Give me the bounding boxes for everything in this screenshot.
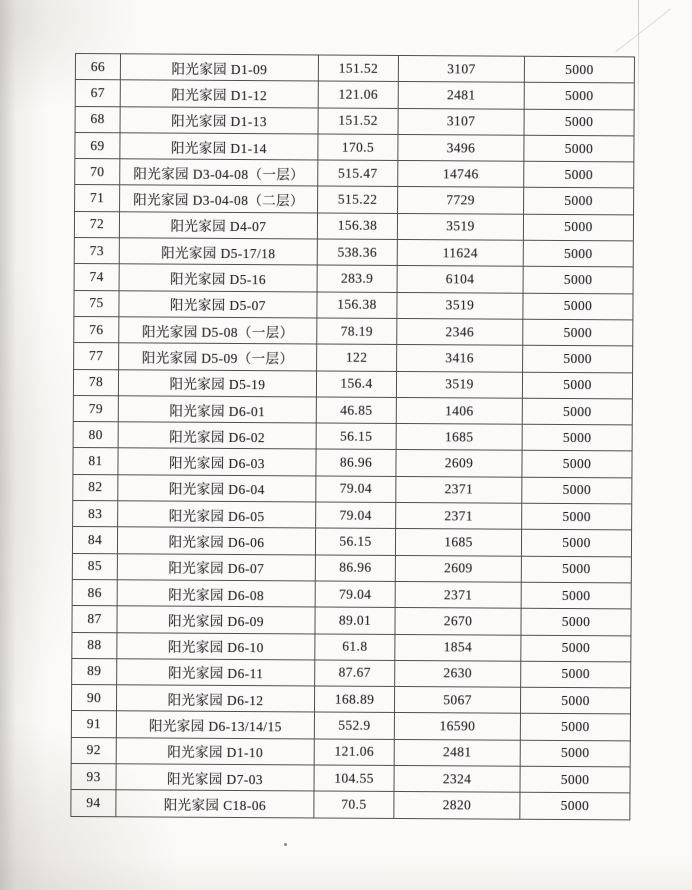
table-row <box>71 685 630 715</box>
cell-seq: 74 <box>74 264 119 291</box>
scan-speck <box>284 843 287 846</box>
cell-amount: 2609 <box>395 555 521 582</box>
cell-amount: 3416 <box>397 345 523 372</box>
cell-amount: 3519 <box>397 213 523 240</box>
cell-seq: 86 <box>72 579 117 606</box>
cell-seq: 84 <box>72 527 117 554</box>
cell-amount: 2481 <box>398 82 524 109</box>
cell-price: 5000 <box>522 451 632 478</box>
cell-price: 5000 <box>521 608 631 635</box>
cell-seq: 68 <box>75 106 120 133</box>
cell-area: 122 <box>317 344 397 371</box>
cell-area: 283.9 <box>317 265 397 292</box>
table-row <box>71 764 630 794</box>
cell-name: 阳光家园 D6-06 <box>117 527 315 555</box>
cell-name: 阳光家园 D5-17/18 <box>119 238 317 266</box>
cell-price: 5000 <box>522 424 632 451</box>
cell-amount: 2371 <box>396 476 522 503</box>
cell-area: 79.04 <box>316 502 396 529</box>
cell-price: 5000 <box>520 714 630 741</box>
table-row <box>74 238 633 268</box>
cell-amount: 14746 <box>398 161 524 188</box>
cell-price: 5000 <box>520 687 630 714</box>
cell-amount: 2609 <box>396 450 522 477</box>
cell-amount: 1406 <box>396 397 522 424</box>
cell-amount: 11624 <box>397 240 523 267</box>
cell-name: 阳光家园 D5-08（一层） <box>119 317 317 345</box>
cell-seq: 91 <box>71 711 116 738</box>
cell-name: 阳光家园 D3-04-08（一层） <box>120 159 318 187</box>
scan-crease-line <box>638 0 639 160</box>
cell-amount: 2630 <box>395 660 521 687</box>
cell-area: 515.47 <box>318 160 398 187</box>
table-body <box>71 54 635 820</box>
cell-name: 阳光家园 D4-07 <box>119 212 317 240</box>
cell-amount: 7729 <box>398 187 524 214</box>
table-row <box>72 579 631 609</box>
table-row <box>74 316 633 346</box>
cell-name: 阳光家园 D6-11 <box>117 659 315 687</box>
cell-seq: 90 <box>71 685 116 712</box>
cell-name: 阳光家园 D5-16 <box>119 264 317 292</box>
cell-seq: 67 <box>75 80 120 107</box>
cell-price: 5000 <box>523 346 633 373</box>
cell-name: 阳光家园 D6-05 <box>118 501 316 529</box>
cell-name: 阳光家园 D6-04 <box>118 475 316 503</box>
table-row <box>74 343 633 373</box>
cell-amount: 2371 <box>396 503 522 530</box>
cell-price: 5000 <box>523 267 633 294</box>
cell-amount: 2371 <box>395 581 521 608</box>
table-row <box>71 737 630 767</box>
table-row <box>72 632 631 662</box>
cell-seq: 76 <box>74 316 119 343</box>
cell-amount: 1854 <box>395 634 521 661</box>
cell-seq: 88 <box>72 632 117 659</box>
cell-seq: 92 <box>71 737 116 764</box>
cell-price: 5000 <box>522 372 632 399</box>
table-row <box>71 711 630 741</box>
cell-area: 151.52 <box>318 55 398 82</box>
cell-amount: 1685 <box>396 424 522 451</box>
cell-amount: 3496 <box>398 134 524 161</box>
cell-price: 5000 <box>522 503 632 530</box>
cell-seq: 69 <box>75 132 120 159</box>
cell-area: 151.52 <box>318 108 398 135</box>
cell-price: 5000 <box>521 582 631 609</box>
cell-name: 阳光家园 D6-03 <box>118 448 316 476</box>
cell-name: 阳光家园 D6-09 <box>117 606 315 634</box>
cell-name: 阳光家园 D3-04-08（二层） <box>120 185 318 213</box>
cell-price: 5000 <box>522 398 632 425</box>
cell-amount: 5067 <box>394 687 520 714</box>
cell-price: 5000 <box>520 793 630 820</box>
cell-amount: 3519 <box>396 371 522 398</box>
cell-seq: 87 <box>72 606 117 633</box>
cell-area: 89.01 <box>315 607 395 634</box>
table-row <box>74 211 633 241</box>
cell-area: 121.06 <box>314 739 394 766</box>
table-row <box>73 448 632 478</box>
table-row <box>74 264 633 294</box>
cell-area: 552.9 <box>314 712 394 739</box>
table-row <box>74 290 633 320</box>
cell-area: 170.5 <box>318 134 398 161</box>
cell-area: 86.96 <box>315 555 395 582</box>
cell-price: 5000 <box>521 635 631 662</box>
cell-seq: 94 <box>71 790 116 817</box>
table-row <box>75 185 634 215</box>
cell-amount: 3107 <box>398 55 524 82</box>
table-row <box>72 553 631 583</box>
table-row <box>73 395 632 425</box>
cell-name: 阳光家园 D5-19 <box>118 369 316 397</box>
table-row <box>73 474 632 504</box>
cell-seq: 66 <box>75 54 120 81</box>
cell-price: 5000 <box>523 240 633 267</box>
cell-area: 156.38 <box>317 292 397 319</box>
cell-price: 5000 <box>524 135 634 162</box>
table-row <box>75 106 634 136</box>
table-row <box>72 606 631 636</box>
scan-corner-crease <box>615 9 671 53</box>
cell-area: 156.38 <box>317 213 397 240</box>
cell-name: 阳光家园 D6-08 <box>117 580 315 608</box>
cell-seq: 93 <box>71 764 116 791</box>
cell-seq: 78 <box>73 369 118 396</box>
table-row <box>75 159 634 189</box>
cell-name: 阳光家园 D7-03 <box>116 764 314 792</box>
cell-amount: 3519 <box>397 292 523 319</box>
cell-area: 156.4 <box>316 371 396 398</box>
table-row <box>73 369 632 399</box>
cell-area: 538.36 <box>317 239 397 266</box>
cell-name: 阳光家园 D6-02 <box>118 422 316 450</box>
cell-area: 87.67 <box>315 660 395 687</box>
cell-price: 5000 <box>521 661 631 688</box>
cell-name: 阳光家园 D5-07 <box>119 290 317 318</box>
cell-area: 79.04 <box>316 476 396 503</box>
cell-name: 阳光家园 D1-12 <box>120 80 318 108</box>
cell-name: 阳光家园 D1-10 <box>116 737 314 765</box>
cell-price: 5000 <box>520 766 630 793</box>
cell-seq: 73 <box>74 238 119 265</box>
fee-table <box>70 53 635 820</box>
cell-name: 阳光家园 D6-07 <box>117 553 315 581</box>
cell-seq: 71 <box>75 185 120 212</box>
cell-area: 78.19 <box>317 318 397 345</box>
cell-seq: 79 <box>73 395 118 422</box>
cell-name: 阳光家园 D6-13/14/15 <box>116 711 314 739</box>
cell-price: 5000 <box>524 188 634 215</box>
cell-area: 515.22 <box>318 186 398 213</box>
cell-price: 5000 <box>521 530 631 557</box>
cell-name: 阳光家园 D5-09（一层） <box>119 343 317 371</box>
cell-name: 阳光家园 D6-12 <box>116 685 314 713</box>
cell-area: 121.06 <box>318 81 398 108</box>
cell-amount: 2481 <box>394 739 520 766</box>
cell-price: 5000 <box>524 56 634 83</box>
cell-seq: 80 <box>73 422 118 449</box>
cell-area: 56.15 <box>315 528 395 555</box>
cell-seq: 83 <box>73 501 118 528</box>
cell-price: 5000 <box>522 477 632 504</box>
cell-price: 5000 <box>523 214 633 241</box>
table-row <box>75 80 634 110</box>
table-row <box>71 790 630 820</box>
cell-seq: 85 <box>72 553 117 580</box>
cell-name: 阳光家园 D1-13 <box>120 106 318 134</box>
cell-name: 阳光家园 D6-01 <box>118 396 316 424</box>
cell-seq: 89 <box>72 658 117 685</box>
cell-name: 阳光家园 C18-06 <box>116 790 314 818</box>
cell-price: 5000 <box>520 740 630 767</box>
cell-amount: 16590 <box>394 713 520 740</box>
cell-area: 70.5 <box>314 791 394 818</box>
cell-price: 5000 <box>523 293 633 320</box>
cell-amount: 2346 <box>397 318 523 345</box>
cell-price: 5000 <box>521 556 631 583</box>
cell-seq: 77 <box>74 343 119 370</box>
cell-price: 5000 <box>523 319 633 346</box>
cell-amount: 6104 <box>397 266 523 293</box>
cell-price: 5000 <box>524 109 634 136</box>
table-row <box>73 501 632 531</box>
cell-amount: 2670 <box>395 608 521 635</box>
table-row <box>75 132 634 162</box>
cell-area: 104.55 <box>314 765 394 792</box>
cell-seq: 72 <box>74 211 119 238</box>
table-row <box>72 658 631 688</box>
cell-area: 79.04 <box>315 581 395 608</box>
cell-area: 168.89 <box>314 686 394 713</box>
cell-area: 61.8 <box>315 634 395 661</box>
cell-area: 56.15 <box>316 423 396 450</box>
cell-price: 5000 <box>524 83 634 110</box>
cell-name: 阳光家园 D1-14 <box>120 133 318 161</box>
cell-seq: 81 <box>73 448 118 475</box>
table-row <box>72 527 631 557</box>
cell-amount: 2820 <box>394 792 520 819</box>
cell-seq: 70 <box>75 159 120 186</box>
cell-amount: 1685 <box>395 529 521 556</box>
cell-area: 46.85 <box>316 397 396 424</box>
table-row <box>75 54 634 84</box>
cell-price: 5000 <box>524 161 634 188</box>
cell-name: 阳光家园 D6-10 <box>117 632 315 660</box>
cell-seq: 75 <box>74 290 119 317</box>
cell-area: 86.96 <box>316 449 396 476</box>
cell-amount: 2324 <box>394 765 520 792</box>
table-row <box>73 422 632 452</box>
cell-seq: 82 <box>73 474 118 501</box>
cell-name: 阳光家园 D1-09 <box>120 54 318 82</box>
cell-amount: 3107 <box>398 108 524 135</box>
